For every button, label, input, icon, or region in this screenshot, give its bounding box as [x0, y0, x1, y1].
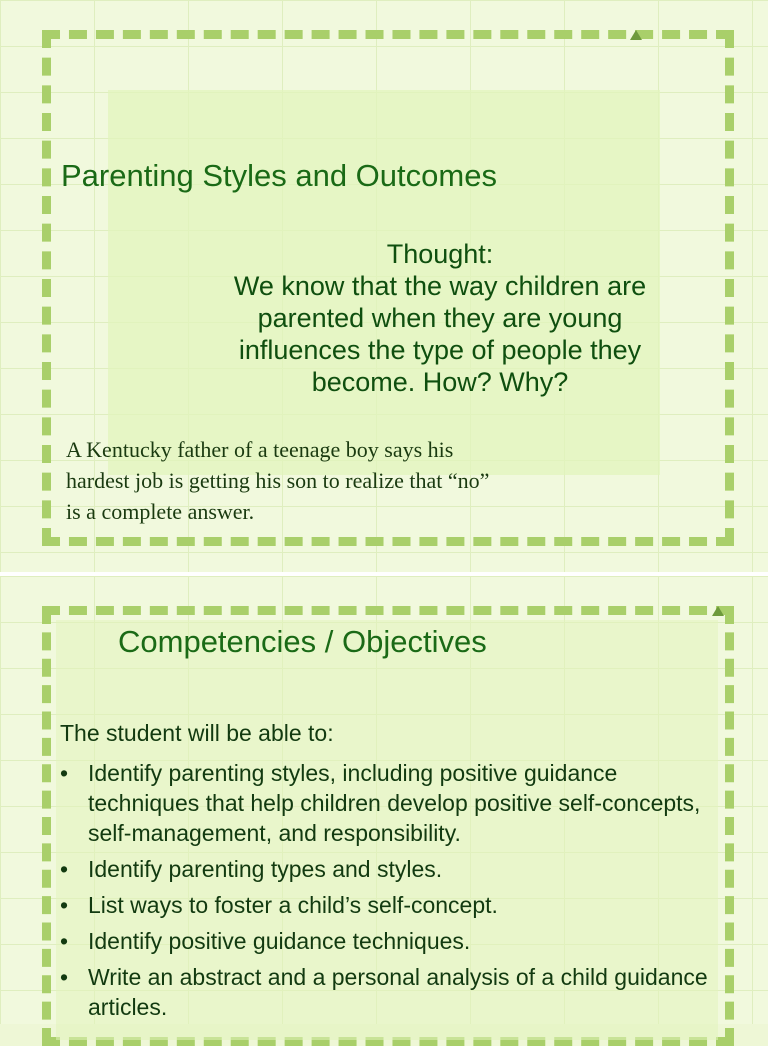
list-item [60, 890, 720, 920]
bullet-icon: • [60, 964, 69, 990]
slide-title: Parenting Styles and Outcomes [61, 158, 497, 193]
triangle-ornament-icon [712, 606, 724, 616]
bullet-icon: • [60, 760, 69, 786]
thought-body: We know that the way children are parented when they are young influences the type of people they become. How? Why? [233, 271, 647, 397]
quote-text: A Kentucky father of a teenage boy says his hardest job is getting his son to realize that “no” is a complete answer. [66, 437, 490, 524]
bullet-icon: • [60, 856, 69, 882]
list-item [60, 758, 720, 848]
objective-text: Write an abstract and a personal analysis of a child guidance articles. [88, 964, 708, 1020]
objective-text: Identify parenting styles, including positive guidance techniques that help children develop positive self-concepts, self-management, and responsibility. [88, 760, 701, 846]
bullet-icon: • [60, 892, 69, 918]
objectives-list [60, 758, 720, 1028]
bullet-icon: • [60, 928, 69, 954]
objective-text: Identify positive guidance techniques. [88, 928, 471, 954]
list-item [60, 854, 720, 884]
thought-block [200, 238, 680, 398]
list-item [60, 926, 720, 956]
list-item [60, 962, 720, 1022]
slide-title: Competencies / Objectives [118, 624, 487, 659]
triangle-ornament-icon [630, 30, 642, 40]
thought-heading: Thought: [386, 239, 494, 269]
objective-text: List ways to foster a child’s self-concept. [88, 892, 498, 918]
objectives-intro: The student will be able to: [60, 720, 334, 746]
objective-text: Identify parenting types and styles. [88, 856, 443, 882]
